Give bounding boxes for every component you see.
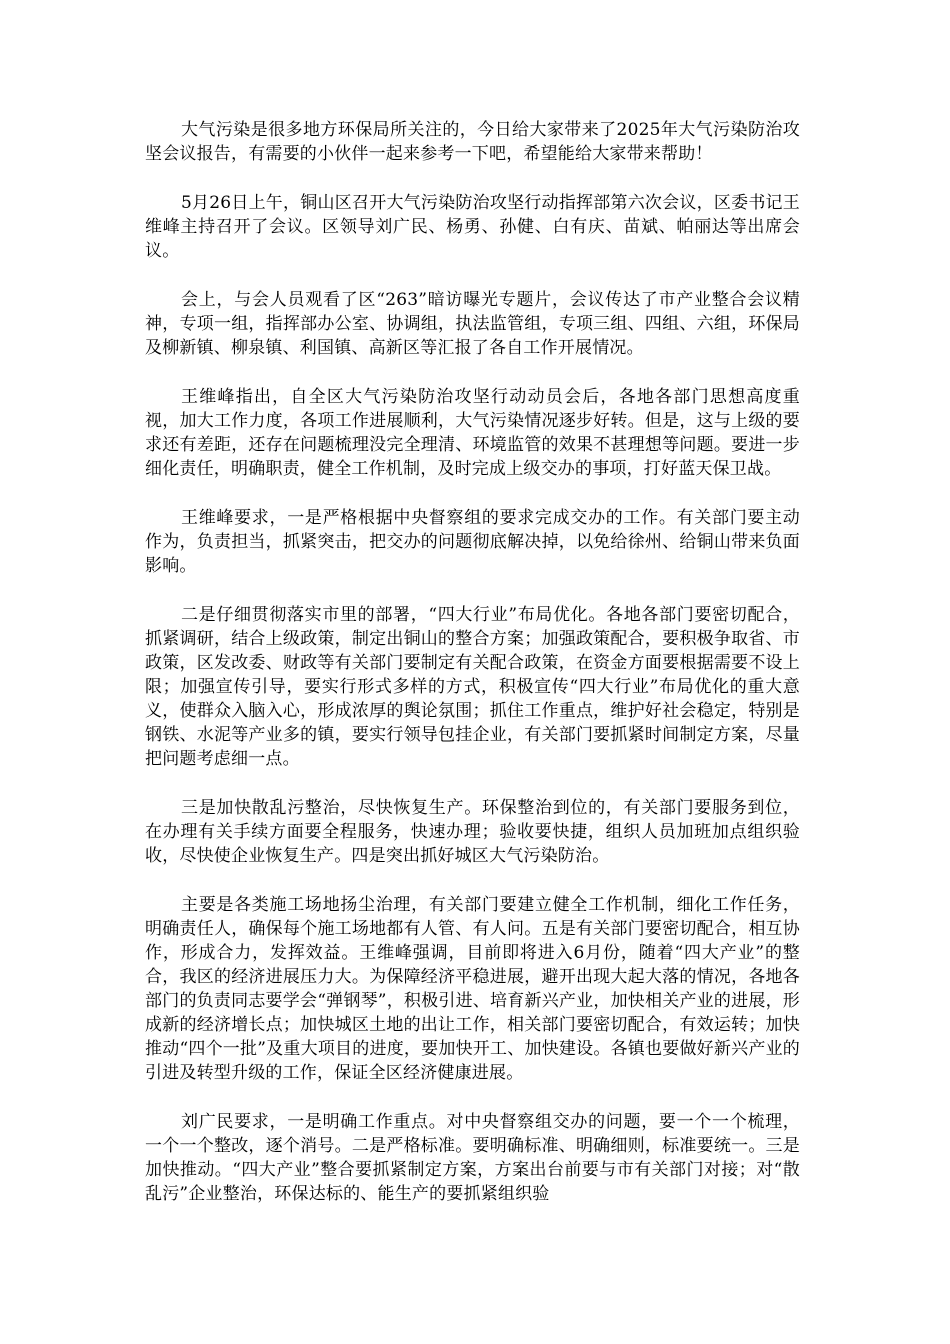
paragraph-requirement-three-four: 三是加快散乱污整治，尽快恢复生产。环保整治到位的，有关部门要服务到位，在办理有关手续方面要全程服务，快速办理；验收要快捷，组织人员加班加点组织验收，尽快使企业恢复生产。四是突出抓好城区大气污染防治。 [145, 798, 800, 866]
paragraph-requirement-five-emphasis: 主要是各类施工场地扬尘治理，有关部门要建立健全工作机制，细化工作任务，明确责任人，确保每个施工场地都有人管、有人问。五是有关部门要密切配合，相互协作，形成合力，发挥效益。王维峰强调，目前即将进入6月份，随着“四大产业”的整合，我区的经济进展压力大。为保障经济平稳进展，避开出现大起大落的情况，各地各部门的负责同志要学会“弹钢琴”，积极引进、培育新兴产业，加快相关产业的进展，形成新的经济增长点；加快城区土地的出让工作，相关部门要密切配合，有效运转；加快推动“四个一批”及重大项目的进度，要加快开工、加快建设。各镇也要做好新兴产业的引进及转型升级的工作，保证全区经济健康进展。 [145, 895, 800, 1083]
paragraph-meeting-reports: 会上，与会人员观看了区“263”暗访曝光专题片，会议传达了市产业整合会议精神，专项一组，指挥部办公室、协调组，执法监管组，专项三组、四组、六组，环保局及柳新镇、柳泉镇、利国镇、高新区等汇报了各自工作开展情况。 [145, 290, 800, 358]
document-body [145, 118, 800, 1231]
paragraph-wang-remarks: 王维峰指出，自全区大气污染防治攻坚行动动员会后，各地各部门思想高度重视，加大工作力度，各项工作进展顺利，大气污染情况逐步好转。但是，这与上级的要求还有差距，还存在问题梳理没完全理清、环境监管的效果不甚理想等问题。要进一步细化责任，明确职责，健全工作机制，及时完成上级交办的事项，打好蓝天保卫战。 [145, 387, 800, 479]
paragraph-meeting-opening: 5月26日上午，铜山区召开大气污染防治攻坚行动指挥部第六次会议，区委书记王维峰主持召开了会议。区领导刘广民、杨勇、孙健、白有庆、苗斌、帕丽达等出席会议。 [145, 193, 800, 261]
paragraph-liu-requirements: 刘广民要求，一是明确工作重点。对中央督察组交办的问题，要一个一个梳理，一个一个整改，逐个消号。二是严格标准。要明确标准、明确细则，标准要统一。三是加快推动。“四大产业”整合要抓紧制定方案，方案出台前要与市有关部门对接；对“散乱污”企业整治，环保达标的、能生产的要抓紧组织验 [145, 1112, 800, 1204]
paragraph-intro: 大气污染是很多地方环保局所关注的，今日给大家带来了2025年大气污染防治攻坚会议报告，有需要的小伙伴一起来参考一下吧，希望能给大家带来帮助！ [145, 120, 800, 164]
paragraph-wang-requirement-one: 王维峰要求，一是严格根据中央督察组的要求完成交办的工作。有关部门要主动作为，负责担当，抓紧突击，把交办的问题彻底解决掉，以免给徐州、给铜山带来负面影响。 [145, 508, 800, 576]
paragraph-requirement-two: 二是仔细贯彻落实市里的部署，“四大行业”布局优化。各地各部门要密切配合，抓紧调研，结合上级政策，制定出铜山的整合方案；加强政策配合，要积极争取省、市政策，区发改委、财政等有关部门要制定有关配合政策，在资金方面要根据需要不设上限；加强宣传引导，要实行形式多样的方式，积极宣传“四大行业”布局优化的重大意义，使群众入脑入心，形成浓厚的舆论氛围；抓住工作重点，维护好社会稳定，特别是钢铁、水泥等产业多的镇，要实行领导包挂企业，有关部门要抓紧时间制定方案，尽量把问题考虑细一点。 [145, 605, 800, 769]
